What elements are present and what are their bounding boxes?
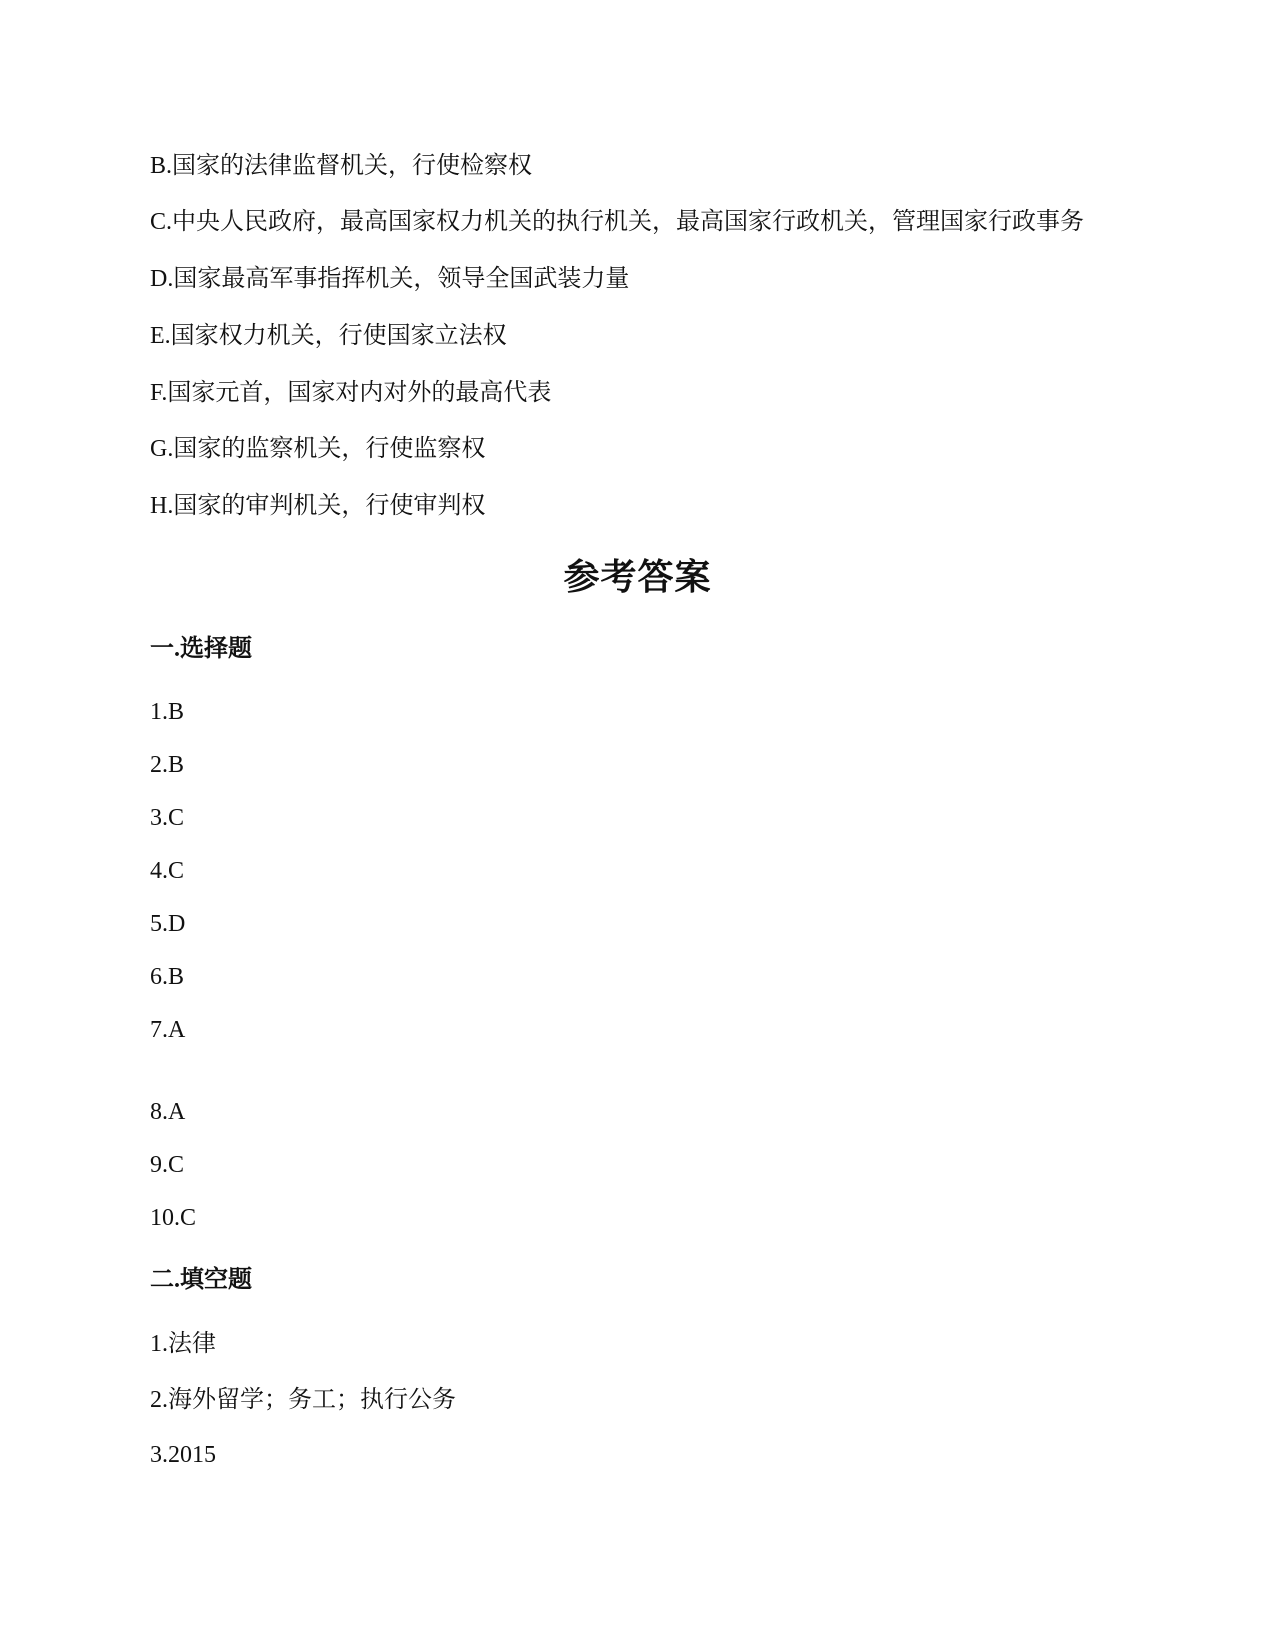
answer-choice-6: 6.B — [150, 964, 185, 990]
answer-choice-4: 4.C — [150, 858, 185, 884]
answer-choice-7: 7.A — [150, 1017, 186, 1043]
option-h: H.国家的审判机关，行使审判权 — [150, 493, 486, 519]
option-g: G.国家的监察机关，行使监察权 — [150, 436, 486, 462]
answer-fill-2: 2.海外留学；务工；执行公务 — [150, 1387, 456, 1413]
section-heading-fill: 二.填空题 — [150, 1267, 252, 1293]
option-d: D.国家最高军事指挥机关，领导全国武装力量 — [150, 266, 630, 292]
answer-choice-5: 5.D — [150, 911, 186, 937]
answer-fill-3: 3.2015 — [150, 1442, 216, 1468]
answer-fill-1: 1.法律 — [150, 1331, 216, 1357]
option-e: E.国家权力机关，行使国家立法权 — [150, 323, 507, 349]
answer-choice-3: 3.C — [150, 805, 185, 831]
option-f: F.国家元首，国家对内对外的最高代表 — [150, 380, 552, 406]
answer-choice-10: 10.C — [150, 1205, 197, 1231]
answer-choice-2: 2.B — [150, 752, 185, 778]
answers-title: 参考答案 — [563, 557, 712, 597]
answer-choice-9: 9.C — [150, 1152, 185, 1178]
option-c: C.中央人民政府，最高国家权力机关的执行机关，最高国家行政机关，管理国家行政事务 — [150, 209, 1085, 235]
option-b: B.国家的法律监督机关，行使检察权 — [150, 153, 533, 179]
answer-choice-8: 8.A — [150, 1099, 186, 1125]
section-heading-choice: 一.选择题 — [150, 636, 252, 662]
answer-choice-1: 1.B — [150, 699, 185, 725]
